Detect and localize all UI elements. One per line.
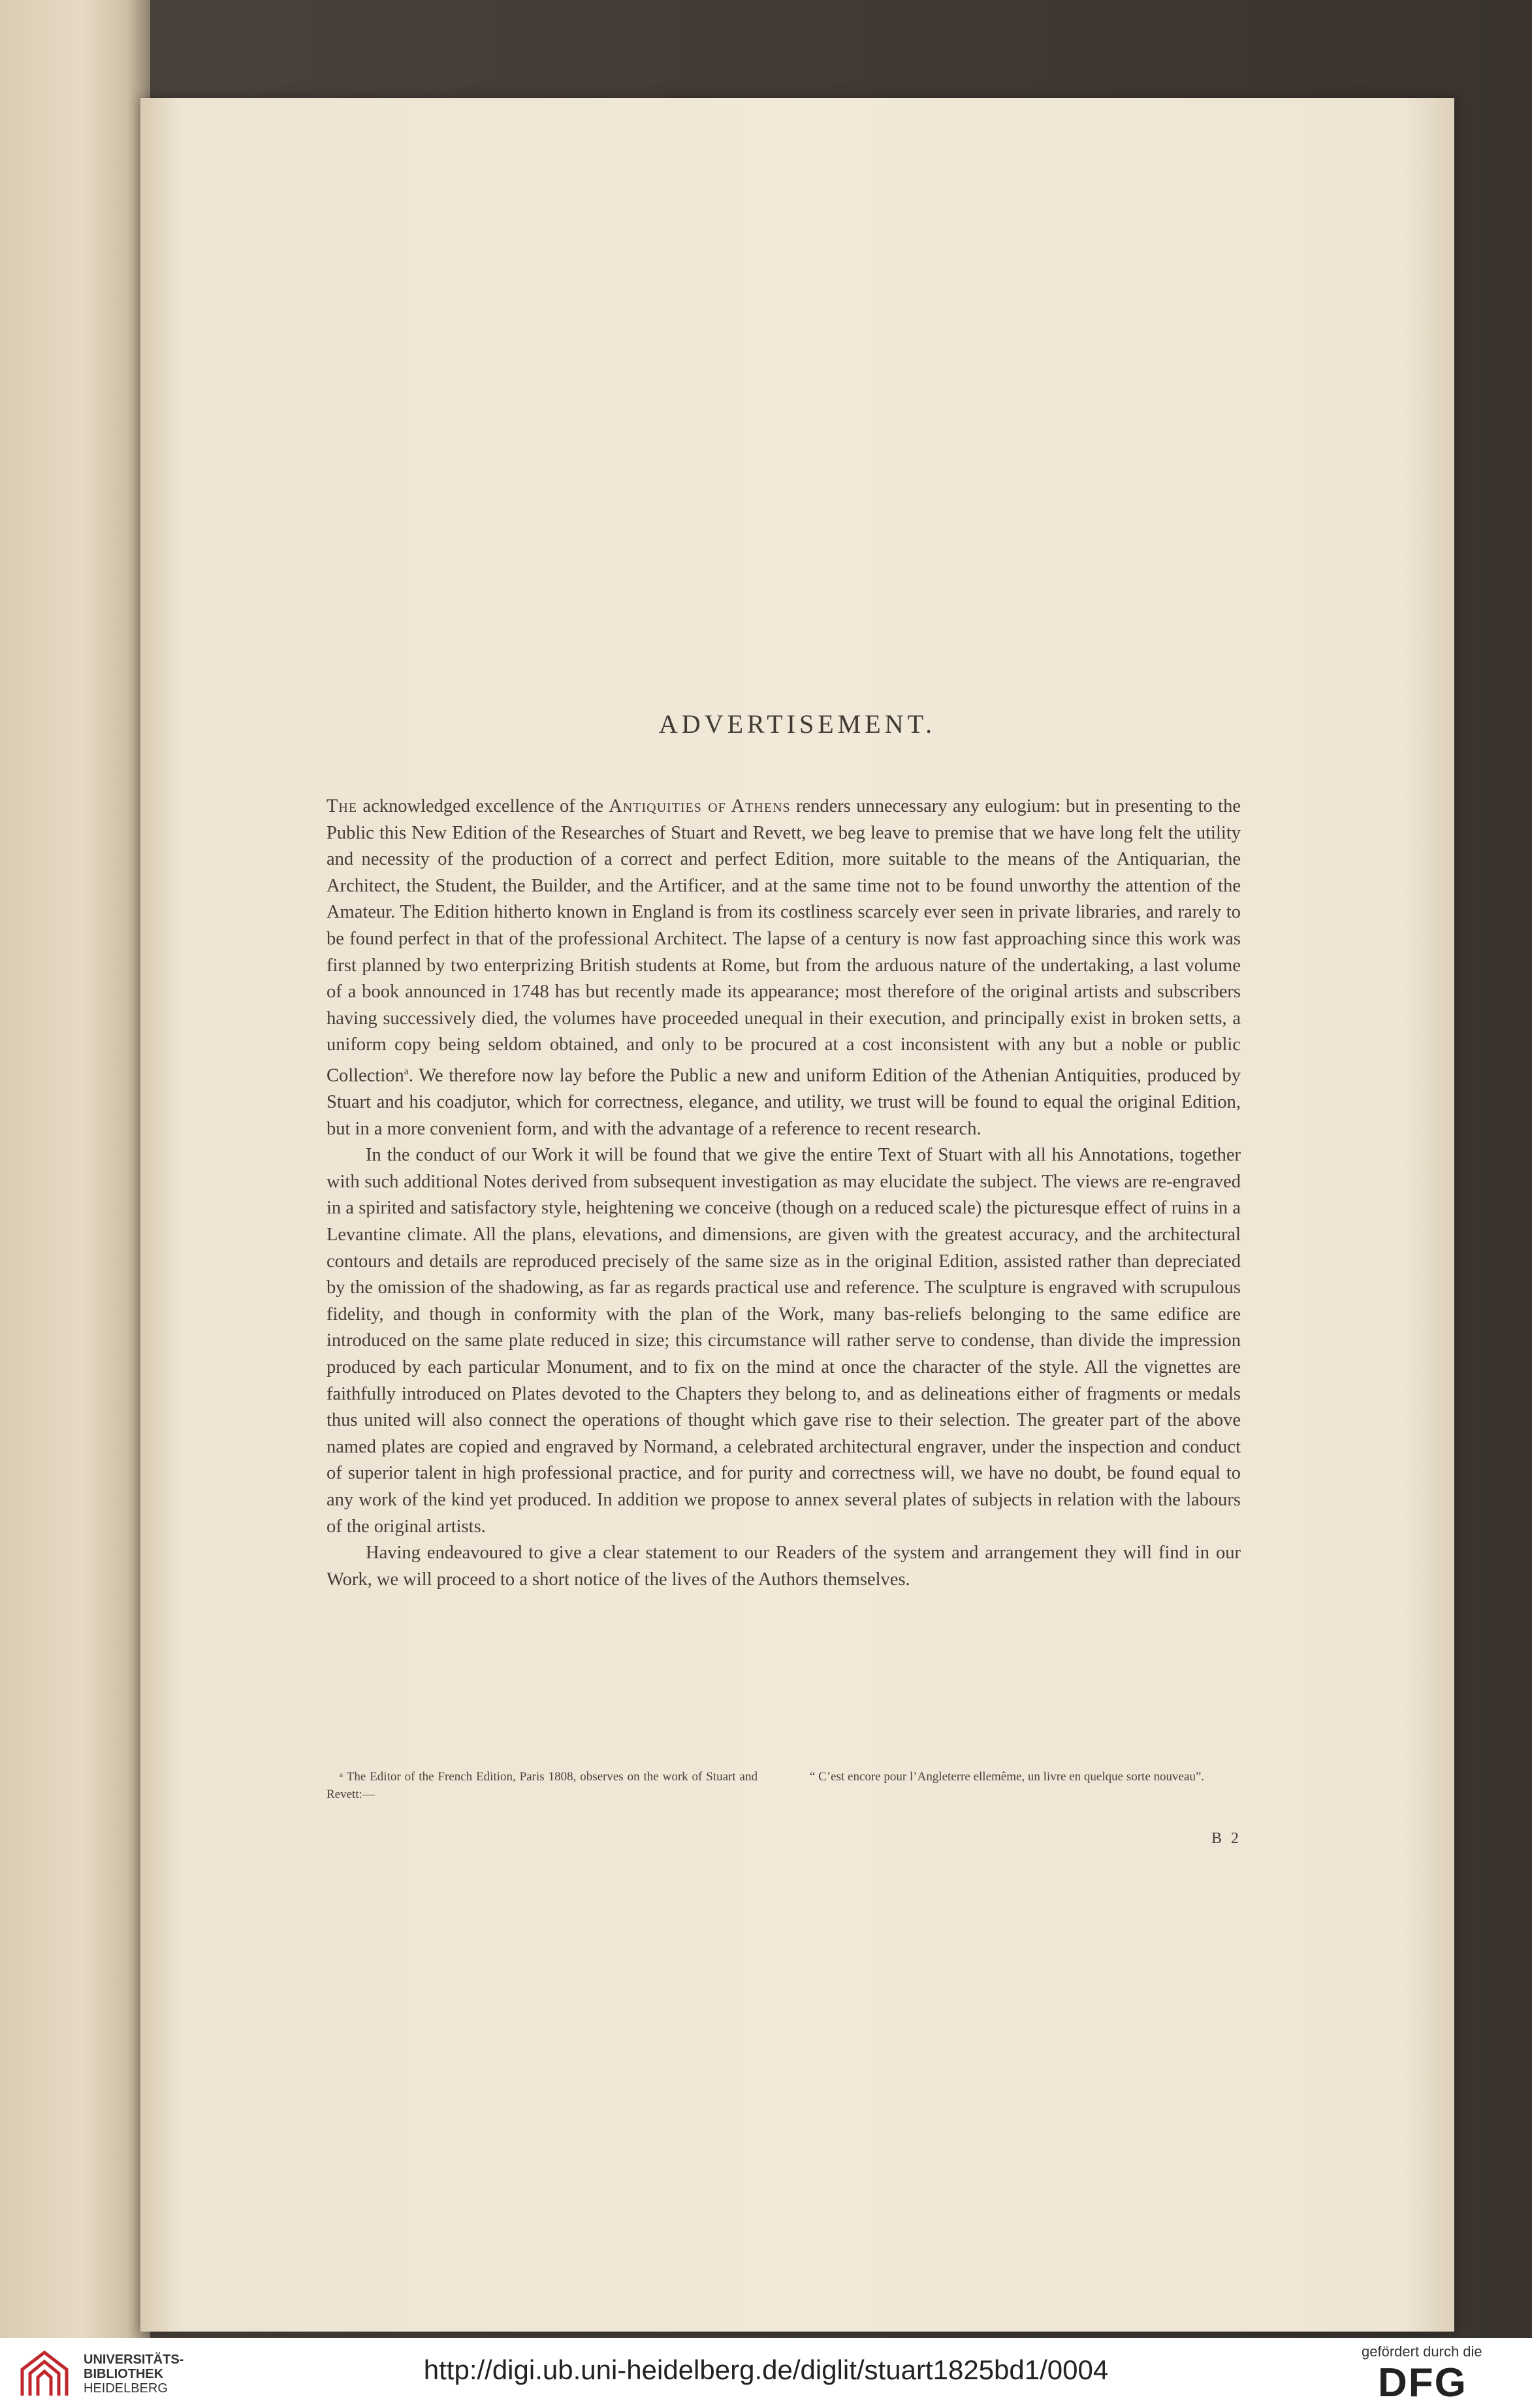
paragraph-1-segment-c: . We therefore now lay before the Public a new and uniform Edition of the Athenian Antiquities, produced by Stuart and his coadjutor, which for correctness, elegance, and utility, we trust will be found to equal the original Edition, but in a more convenient form, and with the advantage of a reference to recent research. bbox=[327, 1065, 1241, 1139]
body-text bbox=[327, 794, 1241, 1593]
dfg-logo: DFG bbox=[1378, 2360, 1467, 2405]
footnote-right: “ C’est encore pour l’Angleterre ellemême, un livre en quelque sorte nouveau”. bbox=[810, 1770, 1205, 1784]
library-line-1: UNIVERSITÄTS- bbox=[84, 2352, 184, 2367]
book-page bbox=[140, 98, 1454, 2332]
paragraph-2: In the conduct of our Work it will be found that we give the entire Text of Stuart with all his Annotations, together with such additional Notes derived from subsequent investigation as may elucidate the subject. The views are re-engraved in a spirited and satisfactory style, heightening we conceive (though on a reduced scale) the picturesque effect of ruins in a Levantine climate. All the plans, elevations, and dimensions, are given with the greatest accuracy, and the architectural contours and details are reproduced precisely of the same size as in the original Edition, assisted rather than depreciated by the omission of the shadowing, as far as regards practical use and reference. The sculpture is engraved with scrupulous fidelity, and though in conformity with the plan of the Work, many bas-reliefs belonging to the same edifice are introduced on the same plate reduced in size; this circumstance will rather serve to condense, than divide the impression produced by each particular Monument, and to fix on the mind at once the character of the style. All the vignettes are faithfully introduced on Plates devoted to the Chapters they belong to, and as delineations either of fragments or medals thus united will also connect the operations of thought which gave rise to their selection. The greater part of the above named plates are copied and engraved by Normand, a celebrated architectural engraver, under the inspection and conduct of superior talent in high professional practice, and for purity and correctness will, we have no doubt, be found equal to any work of the kind yet produced. In addition we propose to annex several plates of subjects in relation with the labours of the original artists. bbox=[327, 1145, 1241, 1537]
paragraph-1-segment-b: renders unnecessary any eulogium: but in presenting to the Public this New Edition of the Researches of Stuart and Revett, we beg leave to premise that we have long felt the utility and necessity of the production of a correct and perfect Edition, more suitable to the means of the Antiquarian, the Architect, the Student, the Builder, and the Artificer, and at the same time not to be found unworthy the attention of the Amateur. The Edition hitherto known in England is from its costliness scarcely ever seen in private libraries, and rarely to be found perfect in that of the professional Architect. The lapse of a century is now fast approaching since this work was first planned by two enterprizing British students at Rome, but from the arduous nature of the undertaking, a last volume of a book announced in 1748 has but recently made its appearance; most therefore of the original artists and subscribers having successively died, the volumes have proceeded unequal in their execution, and principally exist in broken setts, a uniform copy being seldom obtained, and only to be procured at a cost inconsistent with any but a noble or public Collection bbox=[327, 796, 1241, 1086]
paragraph-1 bbox=[327, 794, 1241, 1142]
source-url-link[interactable]: http://digi.ub.uni-heidelberg.de/diglit/stuart1825bd1/0004 bbox=[423, 2354, 1109, 2385]
footnotes bbox=[327, 1768, 1241, 1803]
paragraph-1-segment-a: acknowledged excellence of the bbox=[357, 796, 609, 816]
lead-word: The bbox=[327, 796, 358, 816]
footnote-left: ᵃ The Editor of the French Edition, Paris 1808, observes on the work of Stuart and Revett:— bbox=[327, 1770, 758, 1801]
funding-caption: gefördert durch die bbox=[1362, 2343, 1482, 2360]
footer-bar bbox=[0, 2338, 1532, 2408]
previous-page-edge bbox=[0, 0, 150, 2408]
library-line-3: HEIDELBERG bbox=[84, 2381, 168, 2396]
footnote-marker: a bbox=[404, 1065, 409, 1077]
paragraph-3: Having endeavoured to give a clear statement to our Readers of the system and arrangement they will find in our Work, we will proceed to a short notice of the lives of the Authors themselves. bbox=[327, 1543, 1241, 1590]
work-title: Antiquities of Athens bbox=[609, 796, 791, 816]
library-line-2: BIBLIOTHEK bbox=[84, 2367, 164, 2381]
signature-mark: B 2 bbox=[1211, 1830, 1242, 1847]
page-heading: ADVERTISEMENT. bbox=[658, 709, 936, 739]
